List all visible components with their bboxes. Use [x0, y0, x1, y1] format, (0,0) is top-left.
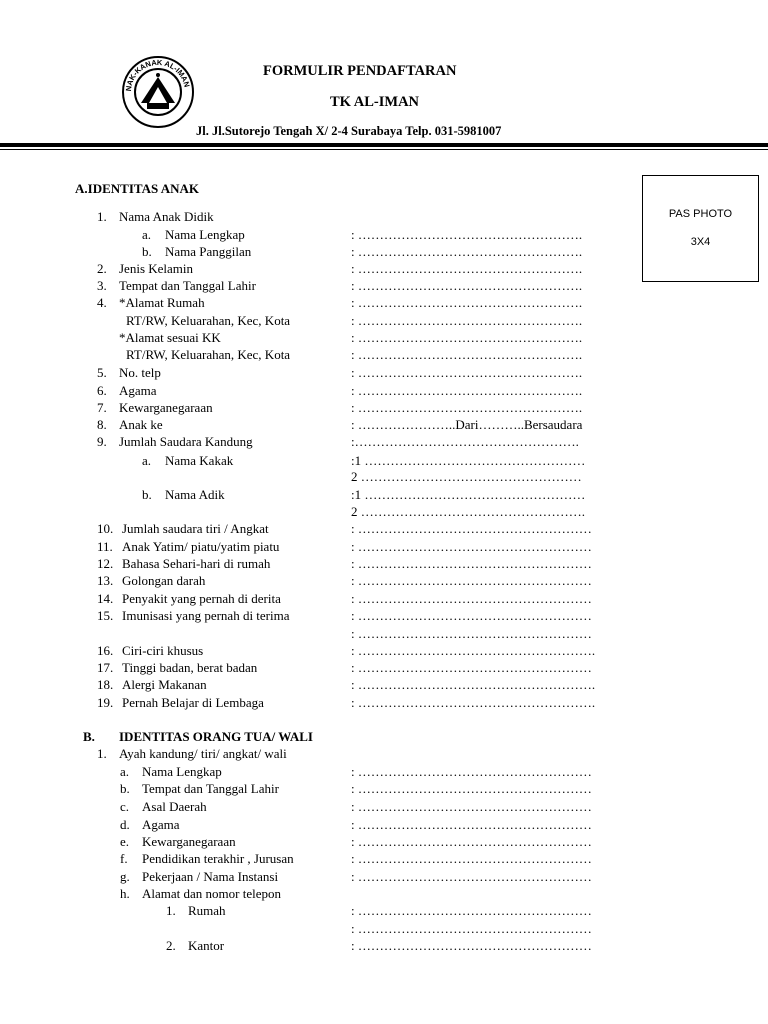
section-a-fill-line[interactable]: 2 …………………………………………….: [351, 504, 585, 519]
section-a-row-label: Ciri-ciri khusus: [122, 643, 204, 658]
section-b-row-label: Tempat dan Tanggal Lahir: [142, 781, 279, 796]
section-a-fill-line[interactable]: : …………………………………………….: [351, 313, 583, 328]
section-a-row-label: Golongan darah: [122, 573, 206, 588]
section-b-row-label: Alamat dan nomor telepon: [142, 886, 281, 901]
section-b-row-label: Pendidikan terakhir , Jurusan: [142, 851, 294, 866]
section-a-row-label: Tempat dan Tanggal Lahir: [119, 278, 256, 293]
section-a-fill-line[interactable]: : ………………………………………………: [351, 608, 592, 623]
section-b-row-number: f.: [120, 851, 128, 866]
section-a-fill-line[interactable]: : …………………..Dari………..Bersaudara: [351, 417, 583, 432]
section-b-number: B.: [83, 729, 95, 744]
section-b-fill-line[interactable]: : ………………………………………………: [351, 834, 592, 849]
section-a-row-label: Agama: [119, 383, 157, 398]
section-a-fill-line[interactable]: :1 ……………………………………………: [351, 487, 586, 502]
school-name: TK AL-IMAN: [330, 94, 420, 110]
section-b-row-number: a.: [120, 764, 130, 779]
section-a-row-number: 3.: [97, 278, 107, 293]
section-a-row-label: Nama Lengkap: [165, 227, 245, 242]
section-a-fill-line[interactable]: : …………………………………………….: [351, 330, 583, 345]
section-a-row-label: Jenis Kelamin: [119, 261, 194, 276]
section-b-row-label: Nama Lengkap: [142, 764, 222, 779]
section-a-row-number: 12.: [97, 556, 114, 571]
section-a-row-label: *Alamat sesuai KK: [119, 330, 221, 345]
logo-text: NAK-KANAK AL-IMAN: [123, 57, 192, 92]
section-a-row-number: 5.: [97, 365, 107, 380]
section-a-fill-line[interactable]: : …………………………………………….: [351, 400, 583, 415]
section-a-row-number: 11.: [97, 539, 113, 554]
section-a-row-number: 1.: [97, 209, 107, 224]
section-a-row-number: 10.: [97, 521, 114, 536]
section-a-row-label: Penyakit yang pernah di derita: [122, 591, 281, 606]
section-a-row-label: Kewarganegaraan: [119, 400, 213, 415]
section-a-row-number: 6.: [97, 383, 107, 398]
section-b-row-number: 1.: [97, 746, 107, 761]
section-b-row-label: Kantor: [188, 938, 225, 953]
section-a-fill-line[interactable]: : ………………………………………………: [351, 591, 592, 606]
section-a-row-number: 16.: [97, 643, 114, 658]
section-a-fill-line[interactable]: : ……………………………………………….: [351, 677, 596, 692]
section-a-row-number: 18.: [97, 677, 114, 692]
section-a-row-number: 8.: [97, 417, 107, 432]
section-a-row-label: Nama Anak Didik: [119, 209, 214, 224]
section-a-fill-line[interactable]: : …………………………………………….: [351, 347, 583, 362]
section-b-row-label: Kewarganegaraan: [142, 834, 236, 849]
section-b-row-number: 2.: [166, 938, 176, 953]
photo-box: [642, 175, 759, 282]
section-b-title: IDENTITAS ORANG TUA/ WALI: [119, 729, 313, 744]
section-b-fill-line[interactable]: : ………………………………………………: [351, 938, 592, 953]
section-a-row-number: 2.: [97, 261, 107, 276]
section-a-row-label: Anak ke: [119, 417, 163, 432]
section-a-fill-line[interactable]: : …………………………………………….: [351, 244, 583, 259]
section-a-row-number: a.: [142, 227, 152, 242]
section-a-row-number: 15.: [97, 608, 114, 623]
section-a-fill-line[interactable]: : …………………………………………….: [351, 365, 583, 380]
section-a-row-number: 7.: [97, 400, 107, 415]
section-a-row-label: Jumlah Saudara Kandung: [119, 434, 253, 449]
section-a-row-label: Nama Kakak: [165, 453, 234, 468]
section-b-row-label: Agama: [142, 817, 180, 832]
photo-box-size: 3X4: [690, 236, 711, 248]
section-b-row-label: Ayah kandung/ tiri/ angkat/ wali: [119, 746, 287, 761]
section-a-fill-line[interactable]: : ………………………………………………: [351, 539, 592, 554]
section-a-fill-line[interactable]: : ………………………………………………: [351, 660, 592, 675]
section-a-fill-line[interactable]: : ………………………………………………: [351, 556, 592, 571]
section-b-row-number: h.: [120, 886, 130, 901]
section-a-fill-line[interactable]: : ………………………………………………: [351, 626, 592, 641]
photo-box-label: PAS PHOTO: [668, 208, 733, 220]
section-a-row-number: b.: [142, 244, 152, 259]
section-a-row-number: 4.: [97, 295, 107, 310]
section-a-fill-line[interactable]: 2 ……………………………………………: [351, 469, 582, 484]
section-a-row-number: 17.: [97, 660, 114, 675]
section-a-fill-line[interactable]: : …………………………………………….: [351, 383, 583, 398]
section-a-row-label: Bahasa Sehari-hari di rumah: [122, 556, 271, 571]
section-b-fill-line[interactable]: : ………………………………………………: [351, 764, 592, 779]
section-b-fill-line[interactable]: : ………………………………………………: [351, 903, 592, 918]
section-a-row-label: Imunisasi yang pernah di terima: [122, 608, 290, 623]
section-b-fill-line[interactable]: : ………………………………………………: [351, 781, 592, 796]
section-a-row-number: a.: [142, 453, 152, 468]
section-a-row-label: Alergi Makanan: [122, 677, 207, 692]
section-b-row-number: e.: [120, 834, 130, 849]
section-a-fill-line[interactable]: :1 ……………………………………………: [351, 453, 586, 468]
section-a-row-label: Anak Yatim/ piatu/yatim piatu: [122, 539, 280, 554]
section-a-row-label: No. telp: [119, 365, 161, 380]
section-a-fill-line[interactable]: : …………………………………………….: [351, 261, 583, 276]
section-b-fill-line[interactable]: : ………………………………………………: [351, 921, 592, 936]
section-a-row-label: Nama Panggilan: [165, 244, 252, 259]
form-title: FORMULIR PENDAFTARAN: [263, 63, 457, 79]
section-a-row-label: RT/RW, Keluarahan, Kec, Kota: [126, 347, 291, 362]
section-a-row-label: *Alamat Rumah: [119, 295, 205, 310]
section-b-fill-line[interactable]: : ………………………………………………: [351, 851, 592, 866]
section-b-row-number: b.: [120, 781, 130, 796]
section-b-row-number: d.: [120, 817, 130, 832]
section-a-fill-line[interactable]: : ………………………………………………: [351, 573, 592, 588]
section-a-fill-line[interactable]: : …………………………………………….: [351, 278, 583, 293]
section-b-row-number: c.: [120, 799, 130, 814]
section-a-fill-line[interactable]: : …………………………………………….: [351, 227, 583, 242]
section-a-row-number: 14.: [97, 591, 114, 606]
section-a-row-number: b.: [142, 487, 152, 502]
section-a-row-label: Jumlah saudara tiri / Angkat: [122, 521, 269, 536]
section-a-row-label: Pernah Belajar di Lembaga: [122, 695, 264, 710]
section-a-title: A.IDENTITAS ANAK: [75, 181, 200, 196]
section-b-fill-line[interactable]: : ………………………………………………: [351, 799, 592, 814]
section-a-fill-line[interactable]: : ………………………………………………: [351, 521, 592, 536]
section-a-fill-line[interactable]: : ……………………………………………….: [351, 695, 596, 710]
section-a-fill-line[interactable]: : …………………………………………….: [351, 295, 583, 310]
section-b-row-number: 1.: [166, 903, 176, 918]
section-a-row-number: 13.: [97, 573, 114, 588]
section-b-fill-line[interactable]: : ………………………………………………: [351, 817, 592, 832]
section-a-row-label: Tinggi badan, berat badan: [122, 660, 258, 675]
section-b-row-label: Asal Daerah: [142, 799, 207, 814]
section-b-row-label: Pekerjaan / Nama Instansi: [142, 869, 279, 884]
section-a-row-number: 19.: [97, 695, 114, 710]
section-a-row-label: Nama Adik: [165, 487, 225, 502]
section-a-fill-line[interactable]: :…………………………………………….: [351, 434, 579, 449]
section-a-row-label: RT/RW, Keluarahan, Kec, Kota: [126, 313, 291, 328]
section-b-row-label: Rumah: [188, 903, 226, 918]
section-b-row-number: g.: [120, 869, 130, 884]
section-a-row-number: 9.: [97, 434, 107, 449]
section-b-fill-line[interactable]: : ………………………………………………: [351, 869, 592, 884]
header-rule-thick: [0, 143, 768, 147]
school-logo: [121, 55, 195, 129]
section-a-fill-line[interactable]: : ……………………………………………….: [351, 643, 596, 658]
header-rule-thin: [0, 149, 768, 150]
school-address: Jl. Jl.Sutorejo Tengah X/ 2-4 Surabaya Telp. 031-5981007: [196, 124, 502, 138]
